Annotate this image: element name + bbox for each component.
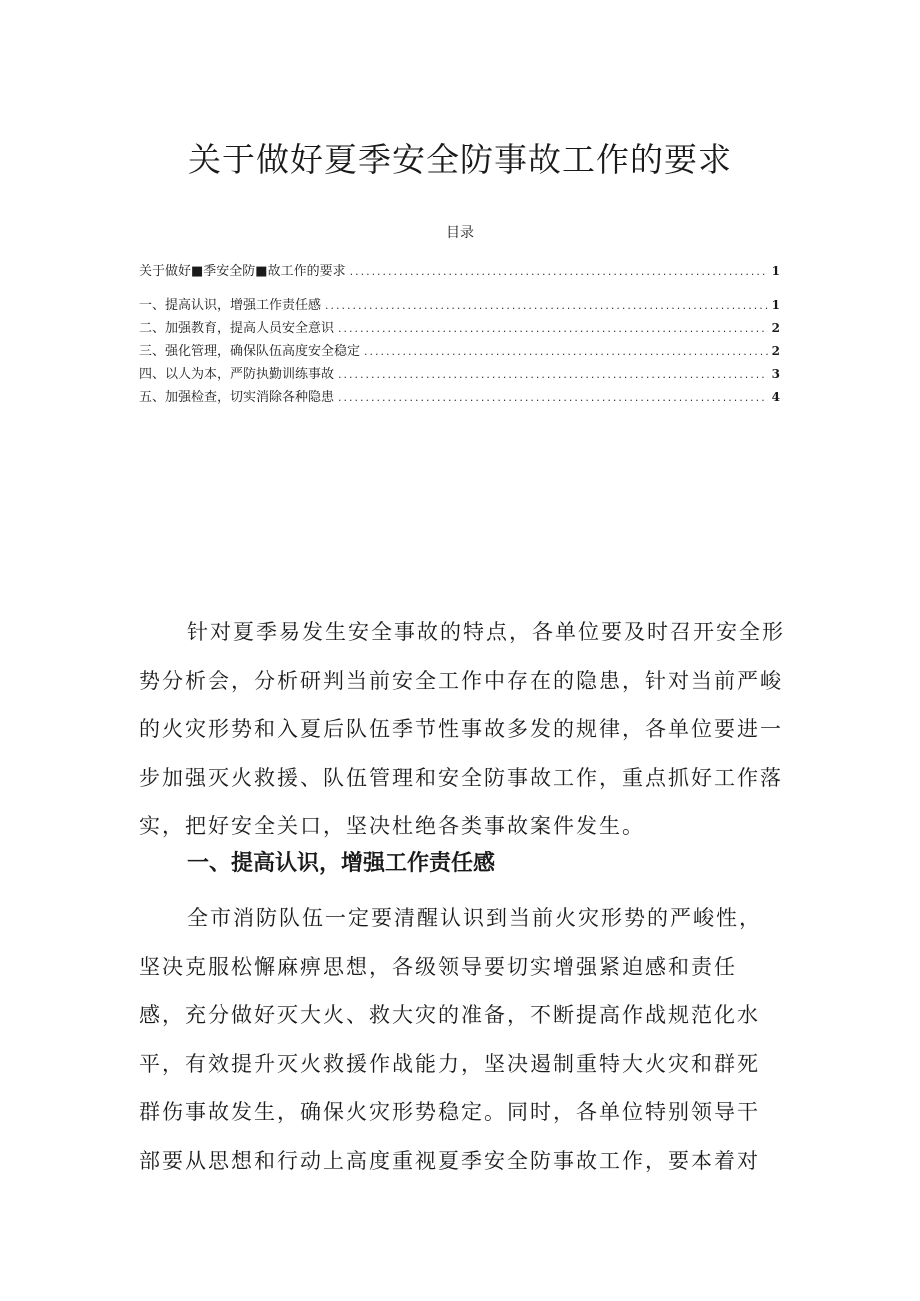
toc-entry-page: 1 — [771, 298, 780, 312]
toc-entry[interactable] — [139, 363, 780, 386]
toc-entry-label: 三、强化管理，确保队伍高度安全稳定 — [139, 344, 361, 359]
toc-leader-dots — [350, 265, 768, 278]
toc-leader-dots — [325, 299, 768, 312]
toc-leader-dots — [338, 322, 768, 335]
toc-entry-label: 一、提高认识，增强工作责任感 — [139, 298, 322, 313]
toc-entry[interactable] — [139, 317, 780, 340]
toc-entry-page: 4 — [771, 390, 780, 404]
toc-leader-dots — [364, 345, 768, 358]
section-heading: 一、提高认识，增强工作责任感 — [187, 851, 496, 876]
toc-entry-label: 五、加强检查，切实消除各种隐患 — [139, 390, 335, 405]
toc-entry-label: 二、加强教育，提高人员安全意识 — [139, 321, 335, 336]
section-paragraph: 全市消防队伍一定要清醒认识到当前火灾形势的严峻性，坚决克服松懈麻痹思想，各级领导要切实增强紧迫感和责任感，充分做好灭大火、救大灾的准备，不断提高作战规范化水平，有效提升灭火救援作战能力，坚决遏制重特大火灾和群死群伤事故发生，确保火灾形势稳定。同时，各单位特别领导干部要从思想和行动上高度重视夏季安全防事故工作，要本着对 — [139, 906, 762, 1173]
toc-entry-page: 3 — [771, 367, 780, 381]
toc-entry-label: 四、以人为本，严防执勤训练事故 — [139, 367, 335, 382]
toc-entry[interactable] — [139, 386, 780, 409]
toc-entry-page: 1 — [771, 264, 780, 278]
toc-heading: 目录 — [446, 225, 474, 241]
table-of-contents — [139, 260, 780, 409]
toc-leader-dots — [338, 391, 768, 404]
toc-leader-dots — [338, 368, 768, 381]
toc-entry-page: 2 — [771, 321, 780, 335]
toc-entry-page: 2 — [771, 344, 780, 358]
toc-entry[interactable] — [139, 294, 780, 317]
toc-entry[interactable] — [139, 260, 780, 283]
intro-paragraph: 针对夏季易发生安全事故的特点，各单位要及时召开安全形势分析会，分析研判当前安全工作中存在的隐患，针对当前严峻的火灾形势和入夏后队伍季节性事故多发的规律，各单位要进一步加强灭火救援、队伍管理和安全防事故工作，重点抓好工作落实，把好安全关口，坚决杜绝各类事故案件发生。 — [139, 620, 785, 838]
toc-entry-label: 关于做好■季安全防■故工作的要求 — [139, 264, 346, 279]
toc-entry[interactable] — [139, 340, 780, 363]
document-title: 关于做好夏季安全防事故工作的要求 — [188, 140, 732, 179]
